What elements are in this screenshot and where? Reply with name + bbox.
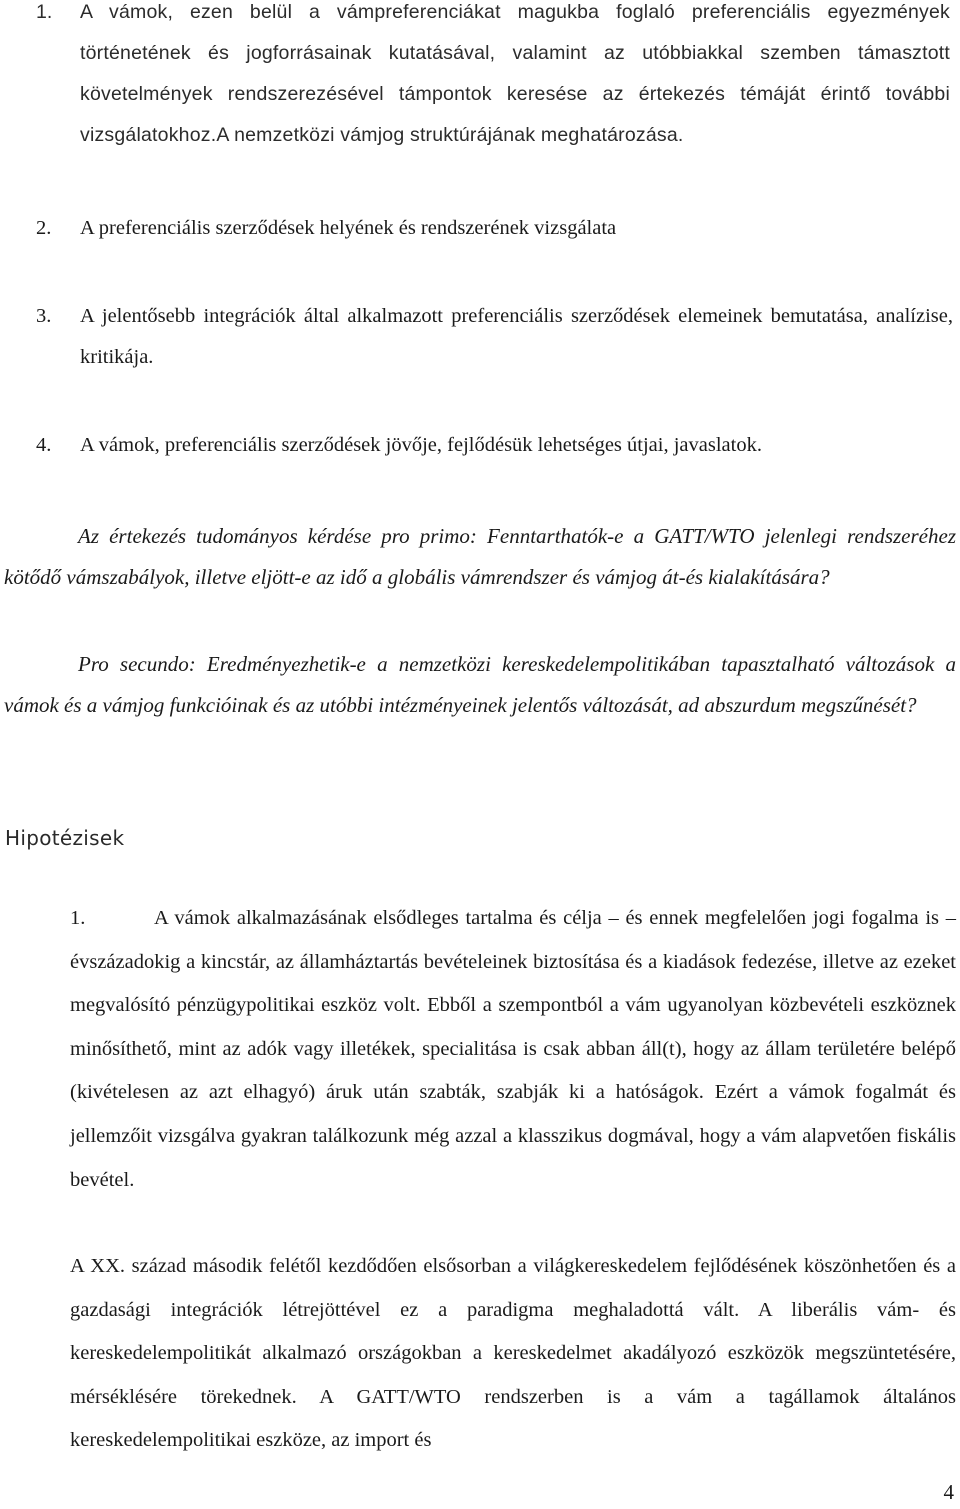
list-text: A jelentősebb integrációk által alkalmazott preferenciális szerződések elemeinek bemutatása, analízise, kritikája. — [80, 305, 953, 368]
list-text: A vámok, preferenciális szerződések jövője, fejlődésük lehetséges útjai, javaslatok. — [80, 434, 762, 456]
list-number: 4. — [36, 434, 52, 456]
hypothesis-number: 1. — [70, 907, 86, 929]
section-heading: Hipotézisek — [5, 826, 125, 850]
list-text: A vámok, ezen belül a vámpreferenciákat magukba foglaló preferenciális egyezmények történetének és jogforrásainak kutatásával, valamint az utóbbiakkal szemben támasztott követelmények rendszerezésével támpontok keresése az értekezés témáját érintő további vizsgálatokhoz.A nemzetközi vámjog struktúrájának meghatározása. — [80, 1, 950, 146]
research-question-primary: Az értekezés tudományos kérdése pro primo: Fenntarthatók-e a GATT/WTO jelenlegi rendszeréhez kötődő vámszabályok, illetve eljött-e az idő a globális vámrendszer és vámjog át-és kialakítására? — [4, 524, 956, 589]
list-item — [0, 425, 950, 466]
research-question-secondary: Pro secundo: Eredményezhetik-e a nemzetközi kereskedelempolitikában tapasztalható változások a vámok és a vámjog funkcióinak és az utóbbi intézményeinek jelentős változását, ad abszurdum megszűnését? — [4, 652, 956, 717]
hypothesis-paragraph-continued: A XX. század második felétől kezdődően elsősorban a világkereskedelem fejlődésének köszönhetően és a gazdasági integrációk létrejöttével ez a paradigma meghaladottá vált. A liberális vám- és kereskedelempolitikát alkalmazó országokban a kereskedelmet akadályozó eszközök megszüntetésére, mérséklésére törekednek. A GATT/WTO rendszerben is a vám a tagállamok általános kereskedelempolitikai eszköze, az import és — [70, 1255, 956, 1452]
list-item — [0, 296, 953, 378]
list-item — [0, 208, 950, 249]
list-number: 1. — [36, 1, 53, 23]
list-number: 2. — [36, 217, 52, 239]
list-item — [0, 0, 950, 156]
list-text: A preferenciális szerződések helyének és rendszerének vizsgálata — [80, 217, 617, 239]
page-number: 4 — [943, 1480, 954, 1504]
hypothesis-text: A vámok alkalmazásának elsődleges tartalma és célja – és ennek megfelelően jogi fogalma is – évszázadokig a kincstár, az államháztartás bevételeinek biztosítása és a kiadások fedezése, illetve az ezeket megvalósító pénzügypolitikai eszköz volt. Ebből a szempontból a vám ugyanolyan közbevételi eszköznek minősíthető, mint az adók vagy illetékek, specialitása is csak abban áll(t), hogy az állam területére belépő (kivételesen az azt elhagyó) áruk után szabták, szabják ki a hatóságok. Ezért a vámok fogalmát és jellemzőit vizsgálva gyakran találkozunk még azzal a klasszikus dogmával, hogy a vám alapvetően fiskális bevétel. — [70, 907, 956, 1191]
list-number: 3. — [36, 305, 52, 327]
hypothesis-paragraph — [70, 897, 956, 1202]
